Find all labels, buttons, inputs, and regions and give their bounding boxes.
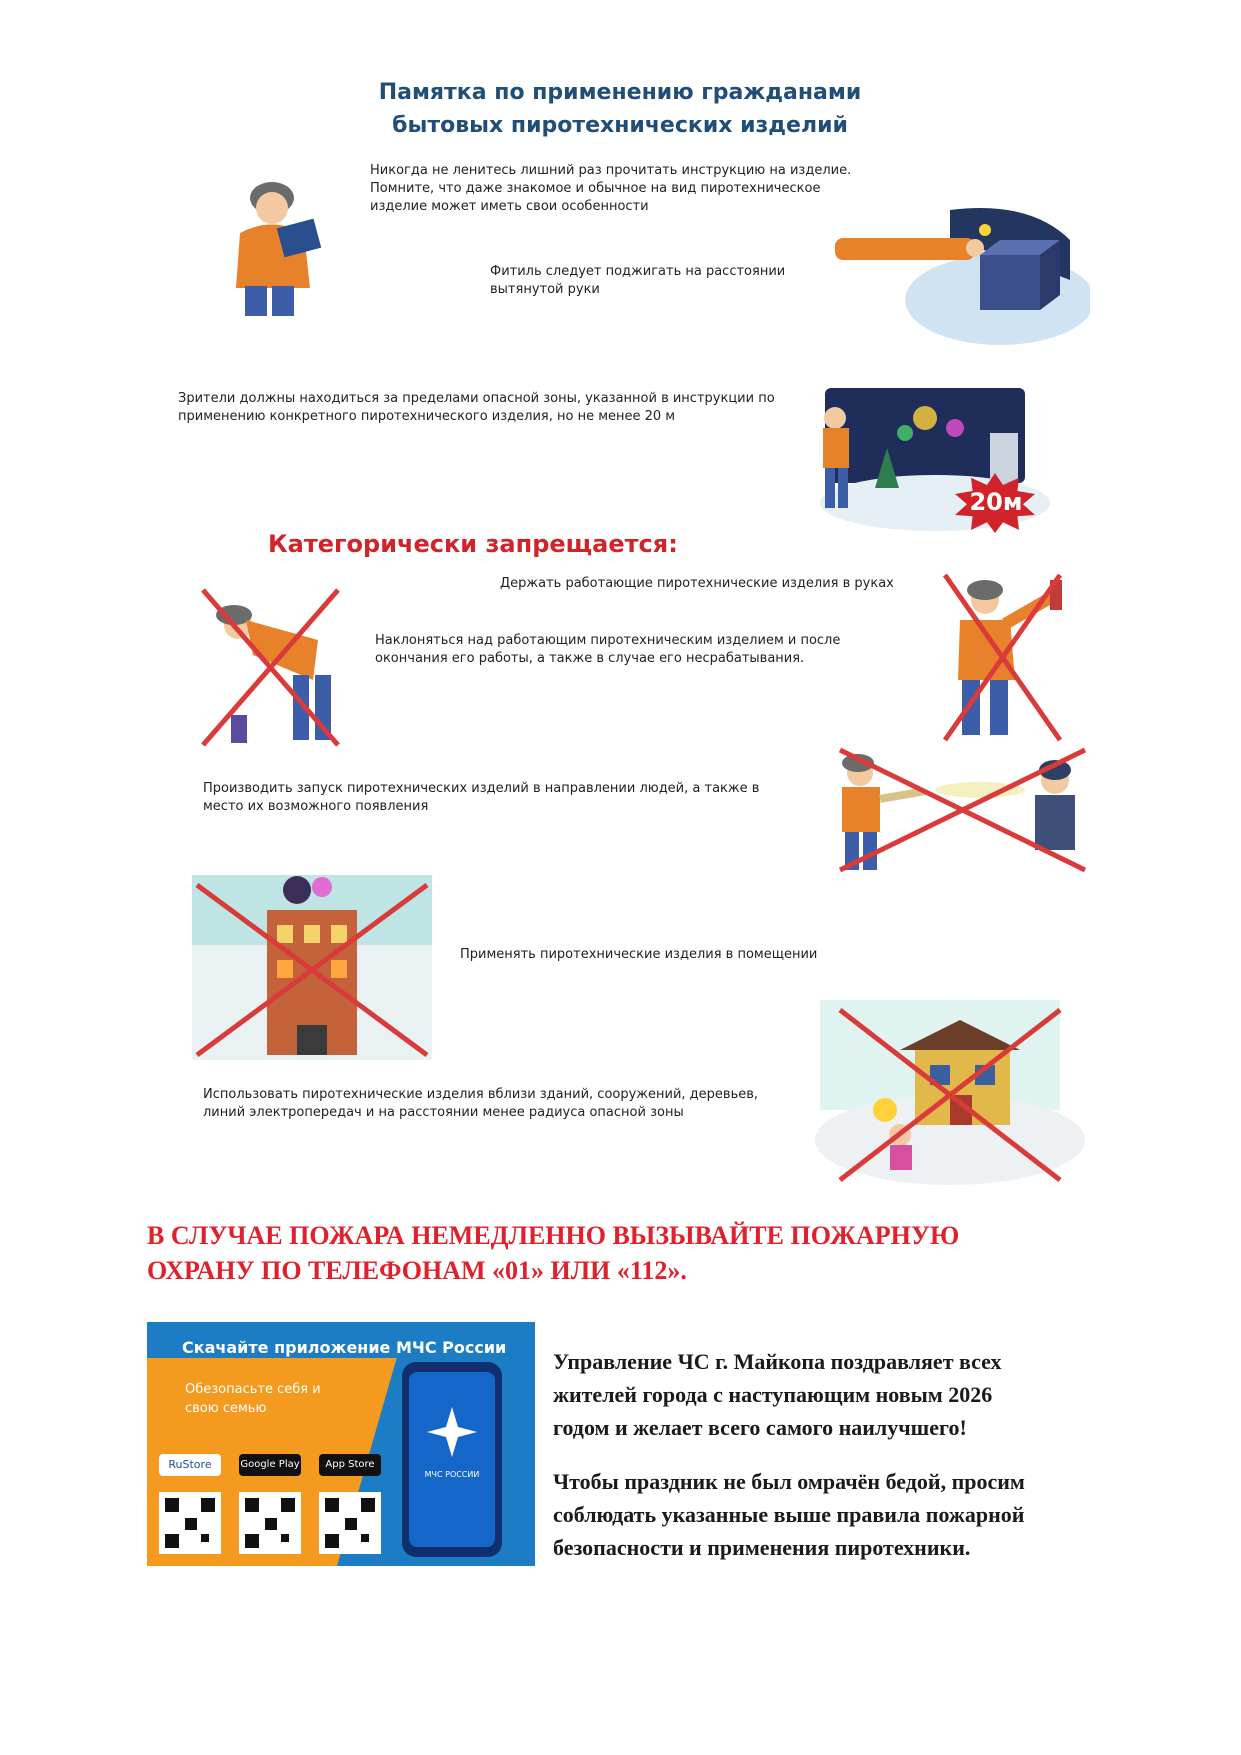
ban-aim-at-people: Производить запуск пиротехнических изделий в направлении людей, а также в место их возможного появления xyxy=(203,781,760,814)
ban-lean-illustration xyxy=(198,585,348,750)
greeting-paragraph-2: Чтобы праздник не был омрачён бедой, просим соблюдать указанные выше правила пожарной безопасности и применения пиротехники. xyxy=(553,1469,1025,1560)
banner-subtitle: Обезопасьте себя и свою семью xyxy=(185,1382,321,1416)
ban-lean-over: Наклоняться над работающим пиротехническим изделием и после окончания его работы, а также в случае его несрабатывания. xyxy=(375,633,841,666)
arm-lighting-fuse-illustration xyxy=(830,200,1090,350)
distance-badge-label: 20м xyxy=(969,488,1023,516)
ban-near-buildings-illustration xyxy=(810,990,1090,1190)
fire-alert: В СЛУЧАЕ ПОЖАРА НЕМЕДЛЕННО ВЫЗЫВАЙТЕ ПОЖАРНУЮ ОХРАНУ ПО ТЕЛЕФОНАМ «01» ИЛИ «112». xyxy=(147,1221,960,1285)
rustore-badge[interactable]: RuStore xyxy=(159,1454,221,1476)
ban-indoors: Применять пиротехнические изделия в помещении xyxy=(460,947,818,962)
ban-indoors-illustration xyxy=(192,865,432,1060)
phone-screen-text: МЧС РОССИИ xyxy=(424,1470,480,1479)
ban-hold-in-hands: Держать работающие пиротехнические изделия в руках xyxy=(500,576,894,591)
rule-viewer-distance: Зрители должны находиться за пределами опасной зоны, указанной в инструкции по применению конкретного пиротехнического изделия, но не менее 20 м xyxy=(178,391,775,424)
app-store-badge[interactable]: App Store xyxy=(319,1454,381,1476)
mchs-app-banner[interactable] xyxy=(147,1322,535,1566)
man-reading-illustration xyxy=(210,168,340,318)
ban-aim-illustration xyxy=(830,745,1095,875)
memo-title: Памятка по применению гражданами бытовых пиротехнических изделий xyxy=(378,80,862,138)
ban-title: Категорически запрещается: xyxy=(268,530,678,558)
greeting-paragraph-1: Управление ЧС г. Майкопа поздравляет всех жителей города с наступающим новым 2026 годом и желает всего самого наилучшего! xyxy=(553,1349,1002,1440)
ban-hold-illustration xyxy=(940,570,1090,745)
ban-near-buildings: Использовать пиротехнические изделия вблизи зданий, сооружений, деревьев, линий электропередач и на расстоянии менее радиуса опасной зоны xyxy=(203,1087,759,1120)
rule-fuse-distance: Фитиль следует поджигать на расстоянии вытянутой руки xyxy=(490,264,786,297)
fireworks-viewer-illustration xyxy=(805,388,1050,533)
google-play-badge[interactable]: Google Play xyxy=(239,1454,301,1476)
banner-title: Скачайте приложение МЧС России xyxy=(182,1338,507,1357)
rule-read-instructions: Никогда не ленитесь лишний раз прочитать инструкцию на изделие. Помните, что даже знакомое и обычное на вид пиротехническое изделие может иметь свои особенности xyxy=(370,163,852,214)
